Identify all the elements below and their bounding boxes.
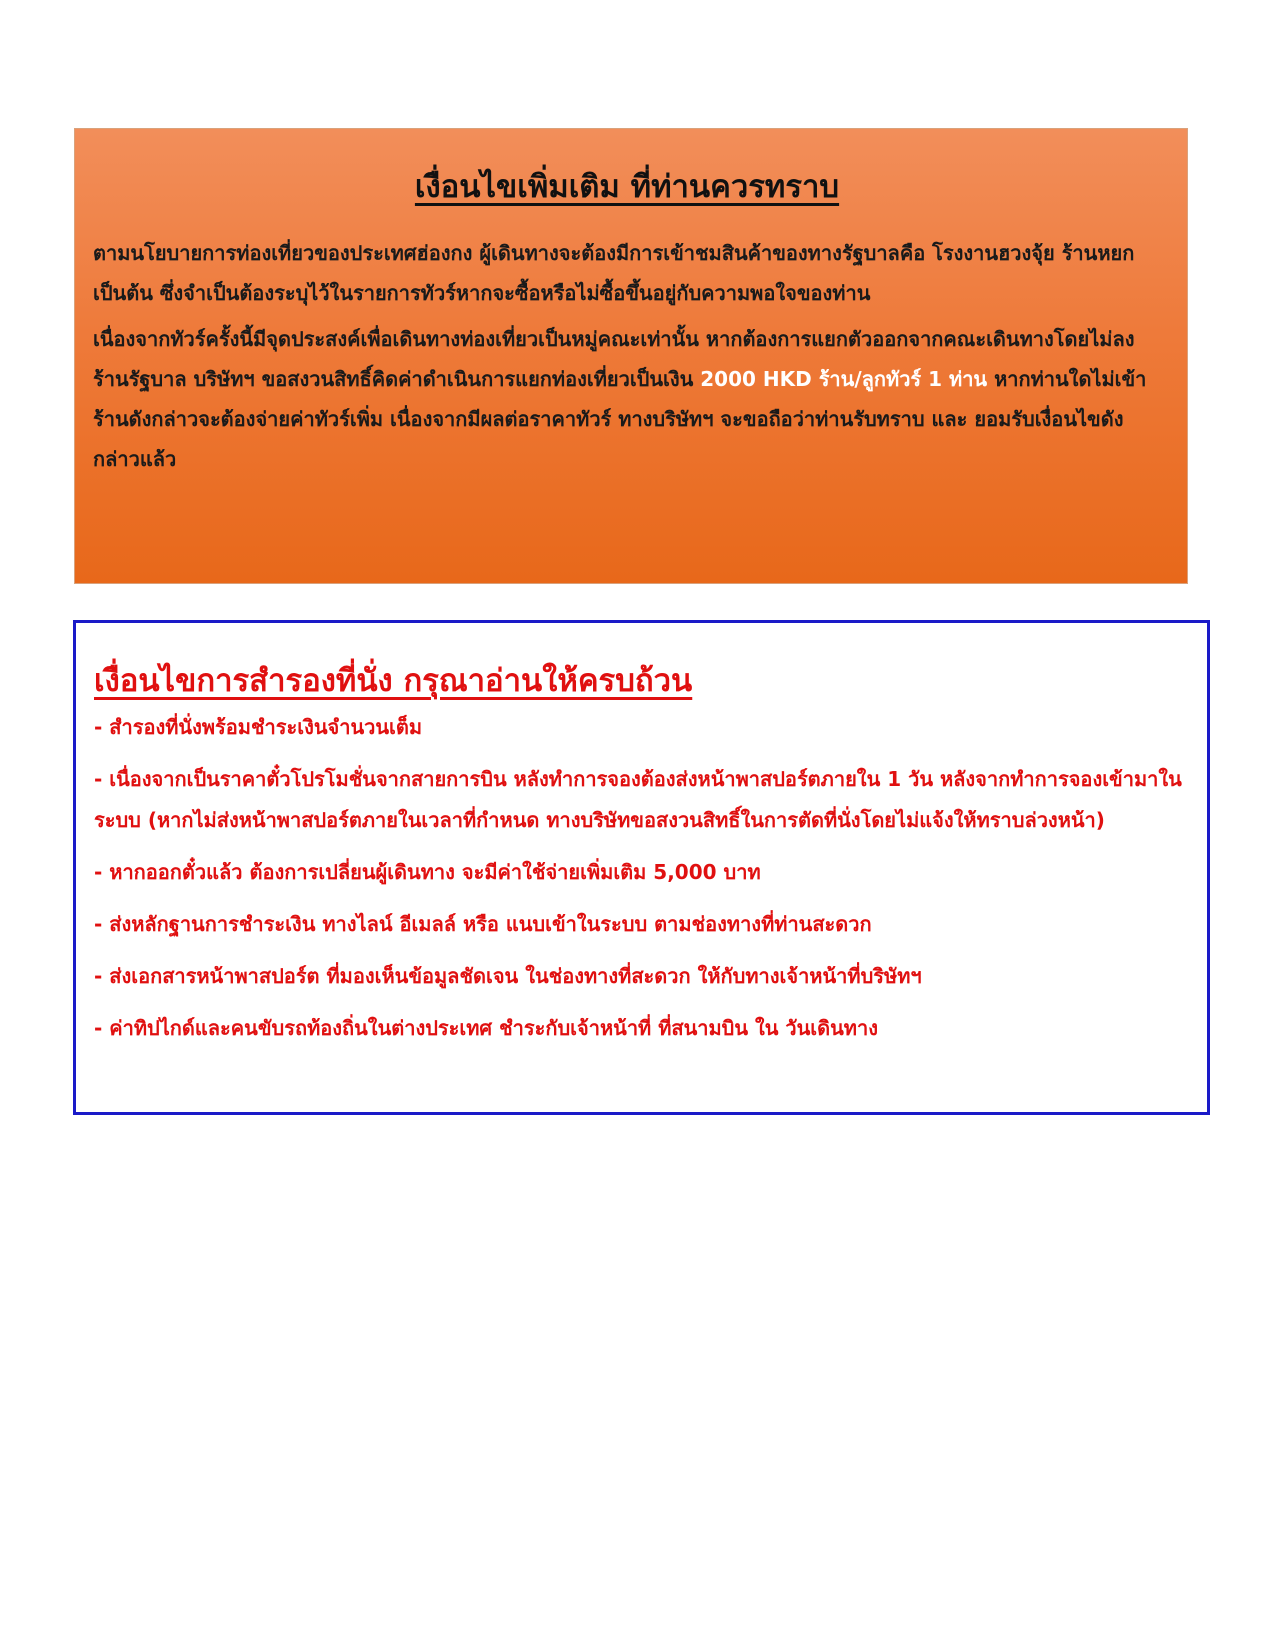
booking-condition-item: - ค่าทิปไกด์และคนขับรถท้องถิ่นในต่างประเทศ ชำระกับเจ้าหน้าที่ ที่สนามบิน ใน วันเดินทาง	[94, 1016, 878, 1040]
additional-conditions-box	[74, 128, 1188, 584]
separation-fee-paragraph	[93, 319, 1161, 479]
booking-condition-item: - สำรองที่นั่งพร้อมชำระเงินจำนวนเต็ม	[94, 715, 423, 739]
separation-fee-amount: 2000 HKD ร้าน/ลูกทัวร์ 1 ท่าน	[700, 367, 995, 391]
booking-condition-item: - ส่งเอกสารหน้าพาสปอร์ต ที่มองเห็นข้อมูลชัดเจน ในช่องทางที่สะดวก ให้กับทางเจ้าหน้าที่บริษัทฯ	[94, 964, 922, 988]
booking-condition-item: - ส่งหลักฐานการชำระเงิน ทางไลน์ อีเมลล์ หรือ แนบเข้าในระบบ ตามช่องทางที่ท่านสะดวก	[94, 912, 872, 936]
booking-condition-item: - เนื่องจากเป็นราคาตั๋วโปรโมชั่นจากสายการบิน หลังทำการจองต้องส่งหน้าพาสปอร์ตภายใน 1 วัน หลังจากทำการจองเข้ามาในระบบ (หากไม่ส่งหน้าพาสปอร์ตภายในเวลาที่กำหนด ทางบริษัทขอสงวนสิทธิ์ในการตัดที่นั่งโดยไม่แจ้งให้ทราบล่วงหน้า)	[94, 767, 1182, 832]
separation-fee-text-2: หากท่านใดไม่เข้าร้านดังกล่าวจะต้องจ่ายค่าทัวร์เพิ่ม เนื่องจากมีผลต่อราคาทัวร์ ทางบริษัทฯ จะขอถือว่าท่านรับทราบ และ ยอมรับเงื่อนไขดังกล่าวแล้ว	[93, 367, 1147, 471]
booking-conditions-box	[73, 620, 1210, 1115]
government-shop-paragraph: ตามนโยบายการท่องเที่ยวของประเทศฮ่องกง ผู้เดินทางจะต้องมีการเข้าชมสินค้าของทางรัฐบาลคือ โรงงานฮวงจุ้ย ร้านหยก เป็นต้น ซึ่งจำเป็นต้องระบุไว้ในรายการทัวร์หากจะซื้อหรือไม่ซื้อขึ้นอยู่กับความพอใจของท่าน	[93, 241, 1135, 305]
separation-fee-text-1: เนื่องจากทัวร์ครั้งนี้มีจุดประสงค์เพื่อเดินทางท่องเที่ยวเป็นหมู่คณะเท่านั้น หากต้องการแยกตัวออกจากคณะเดินทางโดยไม่ลงร้านรัฐบาล บริษัทฯ ขอสงวนสิทธิ์คิดค่าดำเนินการแยกท่องเที่ยวเป็นเงิน	[93, 327, 1135, 391]
additional-conditions-title: เงื่อนไขเพิ่มเติม ที่ท่านควรทราบ	[414, 169, 840, 205]
booking-conditions-title: เงื่อนไขการสำรองที่นั่ง กรุณาอ่านให้ครบถ้วน	[94, 663, 693, 699]
booking-condition-item: - หากออกตั๋วแล้ว ต้องการเปลี่ยนผู้เดินทาง จะมีค่าใช้จ่ายเพิ่มเติม 5,000 บาท	[94, 860, 761, 884]
